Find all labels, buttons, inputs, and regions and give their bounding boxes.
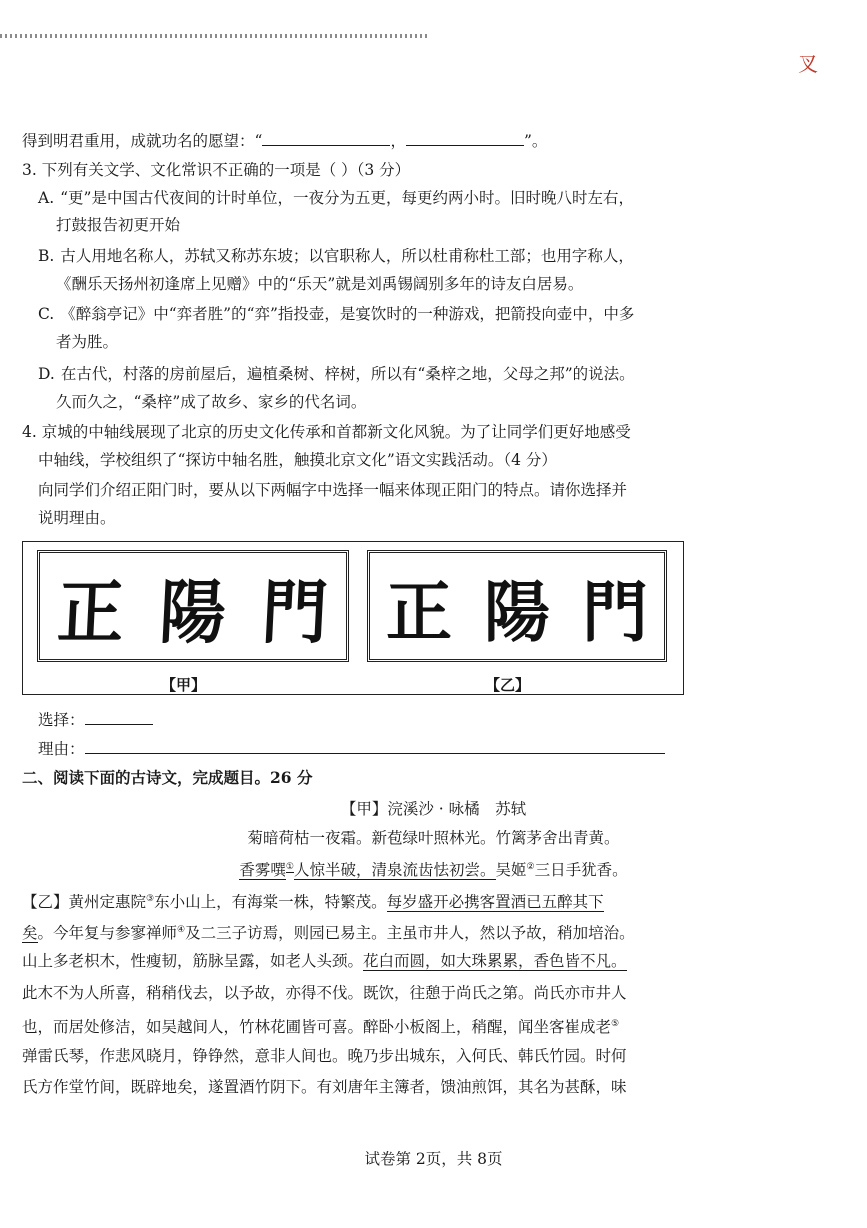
poem-text: 吴姬	[495, 861, 527, 880]
option-letter: C.	[38, 305, 55, 323]
choice-row	[38, 710, 153, 730]
plaque-b-char-2: 陽	[484, 576, 550, 650]
prose-line-1	[22, 889, 604, 912]
q4-line-2: 中轴线，学校组织了“探访中轴名胜，触摸北京文化”语文实践活动。（4 分）	[38, 451, 557, 469]
q3-stem: 3. 下列有关文学、文化常识不正确的一项是（ ）（3 分）	[22, 161, 411, 179]
corner-mark: 叉	[798, 52, 818, 76]
option-text: “更”是中国古代夜间的计时单位，一夜分为五更，每更约两小时。旧时晚八时左右，	[60, 189, 634, 207]
q3-option-b-line2: 《酬乐天扬州初逢席上见赠》中的“乐天”就是刘禹锡阔别多年的诗友白居易。	[56, 275, 584, 293]
prose-line-5	[22, 1014, 619, 1037]
prose-line-6: 弹雷氏琴，作悲风晓月，铮铮然，意非人间也。晚乃步出城东，入何氏、韩氏竹园。时何	[22, 1047, 627, 1065]
option-text: 在古代，村落的房前屋后，遍植桑树、梓树，所以有“桑梓之地，父母之邦”的说法。	[60, 365, 635, 383]
scan-edge-noise	[0, 34, 430, 38]
underlined-text: 人惊半破，清泉流齿怯初尝。	[293, 861, 496, 880]
choice-label: 选择：	[38, 711, 85, 729]
prose-line-4: 此木不为人所喜，稍稍伐去，以予故，亦得不伐。既饮，往憩于尚氏之第。尚氏亦市井人	[22, 984, 627, 1002]
q2-tail-middle: ，	[390, 132, 406, 150]
q2-tail-line	[22, 131, 547, 151]
plaque-a[interactable]	[37, 550, 349, 662]
plaque-b[interactable]	[367, 550, 667, 662]
plaque-b-label: 【乙】	[485, 676, 531, 694]
poem-line-2	[0, 857, 867, 880]
page-footer: 试卷第 2页，共 8页	[364, 1150, 503, 1168]
option-letter: D.	[38, 365, 55, 383]
choice-blank[interactable]	[85, 710, 153, 725]
q4-line-3: 向同学们介绍正阳门时，要从以下两幅字中选择一幅来体现正阳门的特点。请你选择并	[38, 481, 628, 499]
calligraphy-figure	[22, 541, 684, 695]
prose-text: 山上多老枳木，性瘦韧，筋脉呈露，如老人头颈。	[22, 952, 364, 970]
q4-line-4: 说明理由。	[38, 509, 116, 527]
q3-option-d-line2: 久而久之，“桑梓”成了故乡、家乡的代名词。	[56, 393, 367, 411]
answer-blank-2[interactable]	[406, 131, 524, 146]
q3-option-d[interactable]	[38, 364, 635, 384]
footnote-marker: ⑤	[611, 1019, 620, 1029]
poem-line-1: 菊暗荷枯一夜霜。新苞绿叶照林光。竹篱茅舍出青黄。	[247, 829, 620, 847]
q3-option-c[interactable]	[38, 304, 634, 324]
prose-line-2	[22, 920, 635, 943]
q4-line-1: 4. 京城的中轴线展现了北京的历史文化传承和首都新文化风貌。为了让同学们更好地感受	[22, 423, 631, 441]
prose-text: 东小山上，有海棠一株，特繁茂。	[154, 893, 387, 912]
reason-row	[38, 739, 665, 759]
option-letter: A.	[38, 189, 55, 207]
prose-text: 【乙】黄州定惠院	[22, 893, 147, 912]
reason-blank[interactable]	[85, 739, 665, 754]
q3-option-c-line2: 者为胜。	[56, 333, 119, 351]
section-2-title: 二、阅读下面的古诗文，完成题目。26 分	[22, 768, 313, 787]
underlined-text: 矣	[22, 924, 38, 943]
underlined-text: 香雾噀	[239, 861, 286, 880]
poem-text: 三日手犹香。	[534, 861, 628, 880]
q3-option-a[interactable]	[38, 188, 634, 208]
q2-tail-after: ”。	[523, 132, 548, 150]
plaque-a-label: 【甲】	[161, 676, 207, 694]
prose-text: 及二三子访焉，则园已易主。主虽市井人，然以予故，稍加培治。	[185, 924, 635, 943]
option-text: 《醉翁亭记》中“弈者胜”的“弈”指投壶，是宴饮时的一种游戏，把箭投向壶中，中多	[60, 305, 635, 323]
answer-blank-1[interactable]	[262, 131, 390, 146]
plaque-b-char-3: 門	[582, 576, 648, 650]
plaque-a-char-1: 正	[55, 570, 126, 653]
underlined-text: 花白而圆，如大珠累累，香色皆不凡。	[363, 952, 627, 970]
q3-option-a-line2: 打鼓报告初更开始	[56, 216, 181, 234]
footnote-marker: ②	[526, 862, 535, 872]
prose-text: 。今年复与参寥禅师	[37, 924, 178, 943]
q2-tail-before: 得到明君重用，成就功名的愿望：“	[22, 132, 263, 150]
footnote-marker: ③	[146, 894, 155, 904]
prose-line-7: 氏方作堂竹间，既辟地矣，遂置酒竹阴下。有刘唐年主簿者，馈油煎饵，其名为甚酥，味	[22, 1078, 627, 1096]
option-text: 古人用地名称人，苏轼又称苏东坡；以官职称人，所以杜甫称杜工部；也用字称人，	[60, 247, 634, 265]
plaque-a-char-2: 陽	[157, 570, 228, 653]
option-letter: B.	[38, 247, 55, 265]
plaque-a-char-3: 門	[259, 570, 330, 653]
poem-title: 【甲】浣溪沙 · 咏橘 苏轼	[340, 800, 527, 818]
prose-text: 也，而居处修洁，如吴越间人，竹林花圃皆可喜。醉卧小板阁上，稍醒，闻坐客崔成老	[22, 1018, 612, 1037]
prose-line-3	[22, 951, 627, 971]
q3-option-b[interactable]	[38, 246, 634, 266]
footnote-marker: ④	[177, 925, 186, 935]
underlined-text: 每岁盛开必携客置酒已五醉其下	[386, 893, 604, 912]
plaque-b-char-1: 正	[386, 576, 452, 650]
reason-label: 理由：	[38, 740, 85, 758]
footnote-marker: ①	[285, 862, 294, 872]
